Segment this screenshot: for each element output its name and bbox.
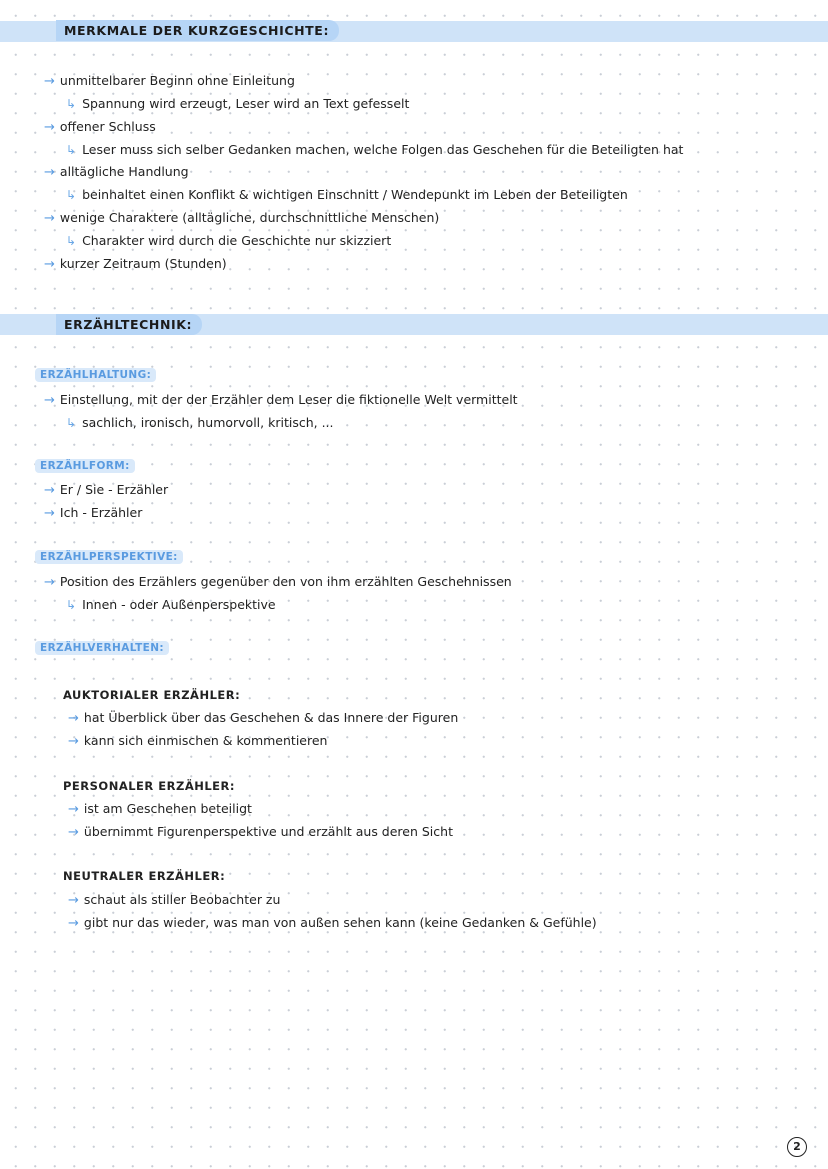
arrow-right-icon: → bbox=[68, 711, 79, 726]
list-item: → kann sich einmischen & kommentieren bbox=[68, 733, 328, 749]
list-item: → Ich - Erzähler bbox=[44, 505, 143, 521]
arrow-right-icon: → bbox=[44, 74, 55, 89]
hook-arrow-icon: ↳ bbox=[66, 234, 77, 248]
arrow-right-icon: → bbox=[44, 165, 55, 180]
list-item: → Position des Erzählers gegenüber den von ihm erzählten Geschehnissen bbox=[44, 574, 512, 590]
hook-arrow-icon: ↳ bbox=[66, 598, 77, 612]
subsection-title-form: ERZÄHLFORM: bbox=[35, 459, 135, 473]
arrow-right-icon: → bbox=[44, 506, 55, 521]
arrow-right-icon: → bbox=[68, 802, 79, 817]
list-item: ↳ sachlich, ironisch, humorvoll, kritisch, ... bbox=[66, 415, 334, 430]
list-item: ↳ Innen - oder Außenperspektive bbox=[66, 597, 276, 612]
arrow-right-icon: → bbox=[44, 211, 55, 226]
list-item: → alltägliche Handlung bbox=[44, 164, 189, 180]
hook-arrow-icon: ↳ bbox=[66, 416, 77, 430]
list-item: → schaut als stiller Beobachter zu bbox=[68, 892, 281, 908]
hook-arrow-icon: ↳ bbox=[66, 188, 77, 202]
list-item: → ist am Geschehen beteiligt bbox=[68, 801, 252, 817]
list-item: → unmittelbarer Beginn ohne Einleitung bbox=[44, 73, 295, 89]
hook-arrow-icon: ↳ bbox=[66, 143, 77, 157]
arrow-right-icon: → bbox=[68, 825, 79, 840]
list-item: → übernimmt Figurenperspektive und erzählt aus deren Sicht bbox=[68, 824, 453, 840]
list-item: → Einstellung, mit der der Erzähler dem Leser die fiktionelle Welt vermittelt bbox=[44, 392, 518, 408]
list-item: ↳ Leser muss sich selber Gedanken machen, welche Folgen das Geschehen für die Beteiligten hat bbox=[66, 142, 684, 157]
list-item: ↳ Charakter wird durch die Geschichte nur skizziert bbox=[66, 233, 392, 248]
erzaehler-title-auktorial: AUKTORIALER ERZÄHLER: bbox=[63, 688, 241, 702]
list-item: → gibt nur das wieder, was man von außen sehen kann (keine Gedanken & Gefühle) bbox=[68, 915, 597, 931]
list-item: → offener Schluss bbox=[44, 119, 156, 135]
list-item: → wenige Charaktere (alltägliche, durchschnittliche Menschen) bbox=[44, 210, 440, 226]
page-number: 2 bbox=[787, 1137, 807, 1157]
arrow-right-icon: → bbox=[44, 575, 55, 590]
arrow-right-icon: → bbox=[44, 257, 55, 272]
section-title-merkmale: MERKMALE DER KURZGESCHICHTE: bbox=[56, 20, 339, 41]
list-item: → Er / Sie - Erzähler bbox=[44, 482, 169, 498]
arrow-right-icon: → bbox=[68, 916, 79, 931]
arrow-right-icon: → bbox=[44, 483, 55, 498]
list-item: ↳ beinhaltet einen Konflikt & wichtigen Einschnitt / Wendepunkt im Leben der Beteiligten bbox=[66, 187, 628, 202]
subsection-title-perspektive: ERZÄHLPERSPEKTIVE: bbox=[35, 550, 183, 564]
list-item: → hat Überblick über das Geschehen & das Innere der Figuren bbox=[68, 710, 459, 726]
list-item: ↳ Spannung wird erzeugt, Leser wird an Text gefesselt bbox=[66, 96, 410, 111]
arrow-right-icon: → bbox=[68, 734, 79, 749]
erzaehler-title-neutral: NEUTRALER ERZÄHLER: bbox=[63, 869, 226, 883]
erzaehler-title-personal: PERSONALER ERZÄHLER: bbox=[63, 779, 235, 793]
subsection-title-haltung: ERZÄHLHALTUNG: bbox=[35, 368, 156, 382]
arrow-right-icon: → bbox=[68, 893, 79, 908]
subsection-title-verhalten: ERZÄHLVERHALTEN: bbox=[35, 641, 169, 655]
arrow-right-icon: → bbox=[44, 120, 55, 135]
list-item: → kurzer Zeitraum (Stunden) bbox=[44, 256, 227, 272]
section-title-erzaehltechnik: ERZÄHLTECHNIK: bbox=[56, 314, 202, 335]
hook-arrow-icon: ↳ bbox=[66, 97, 77, 111]
arrow-right-icon: → bbox=[44, 393, 55, 408]
